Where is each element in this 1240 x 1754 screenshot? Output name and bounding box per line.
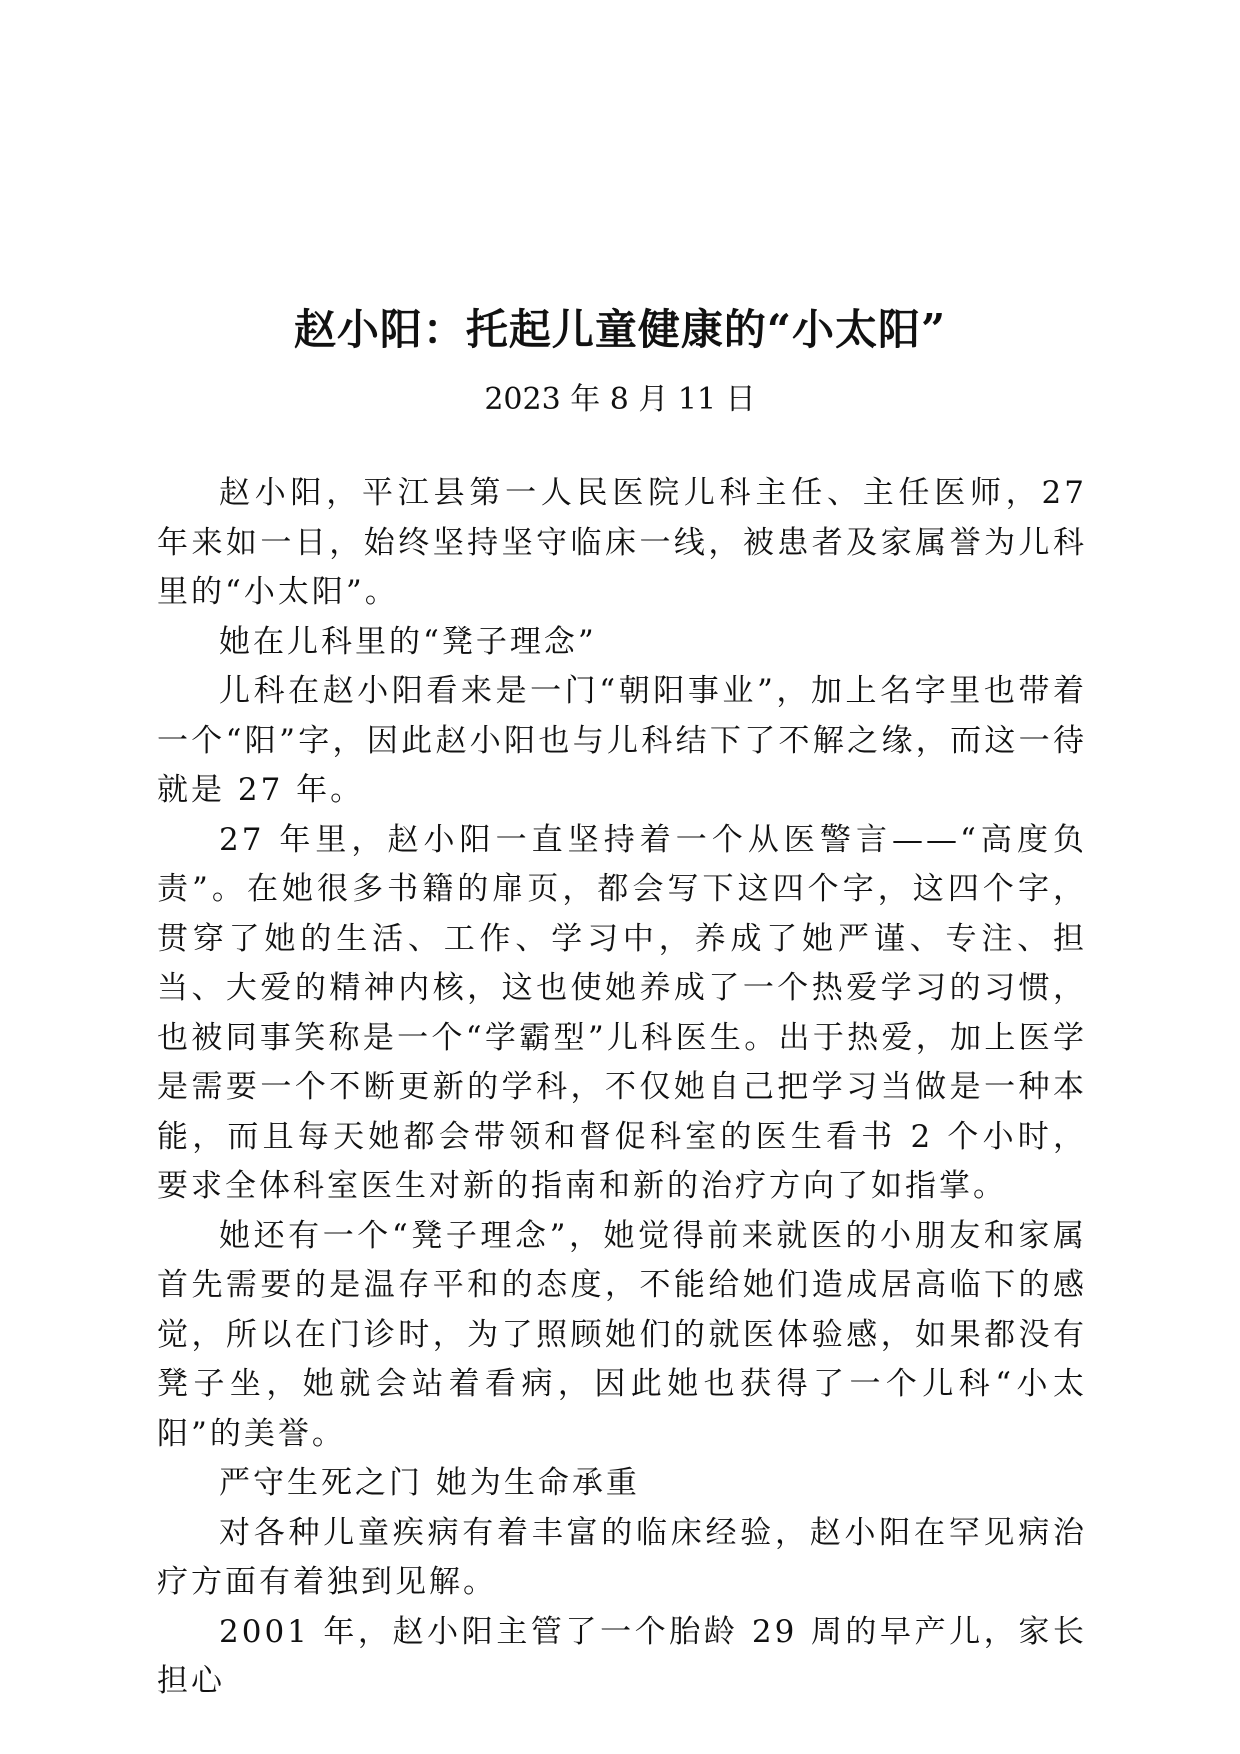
paragraph-intro: 赵小阳，平江县第一人民医院儿科主任、主任医师，27 年来如一日，始终坚持坚守临床一线，被患者及家属誉为儿科里的“小太阳”。 — [157, 475, 1087, 610]
paragraph: 对各种儿童疾病有着丰富的临床经验，赵小阳在罕见病治疗方面有着独到见解。 — [157, 1514, 1087, 1600]
document-title: 赵小阳：托起儿童健康的“小太阳” — [293, 305, 947, 354]
paragraph: 她还有一个“凳子理念”，她觉得前来就医的小朋友和家属首先需要的是温存平和的态度，不能给她们造成居高临下的感觉，所以在门诊时，为了照顾她们的就医体验感，如果都没有凳子坐，她就会站着看病，因此她也获得了一个儿科“小太阳”的美誉。 — [157, 1217, 1087, 1452]
paragraph: 2001 年，赵小阳主管了一个胎龄 29 周的早产儿，家长担心 — [157, 1613, 1087, 1699]
section-heading-life-gate: 严守生死之门 她为生命承重 — [219, 1465, 640, 1501]
document-date: 2023 年 8 月 11 日 — [484, 382, 756, 417]
paragraph: 儿科在赵小阳看来是一门“朝阳事业”，加上名字里也带着一个“阳”字，因此赵小阳也与儿科结下了不解之缘，而这一待就是 27 年。 — [157, 673, 1087, 808]
paragraph: 27 年里，赵小阳一直坚持着一个从医警言——“高度负责”。在她很多书籍的扉页，都会写下这四个字，这四个字，贯穿了她的生活、工作、学习中，养成了她严谨、专注、担当、大爱的精神内核，这也使她养成了一个热爱学习的习惯，也被同事笑称是一个“学霸型”儿科医生。出于热爱，加上医学是需要一个不断更新的学科，不仅她自己把学习当做是一种本能，而且每天她都会带领和督促科室的医生看书 2 个小时，要求全体科室医生对新的指南和新的治疗方向了如指掌。 — [157, 821, 1087, 1204]
document-body — [157, 469, 1087, 1707]
section-heading-stool-concept: 她在儿科里的“凳子理念” — [219, 623, 597, 660]
